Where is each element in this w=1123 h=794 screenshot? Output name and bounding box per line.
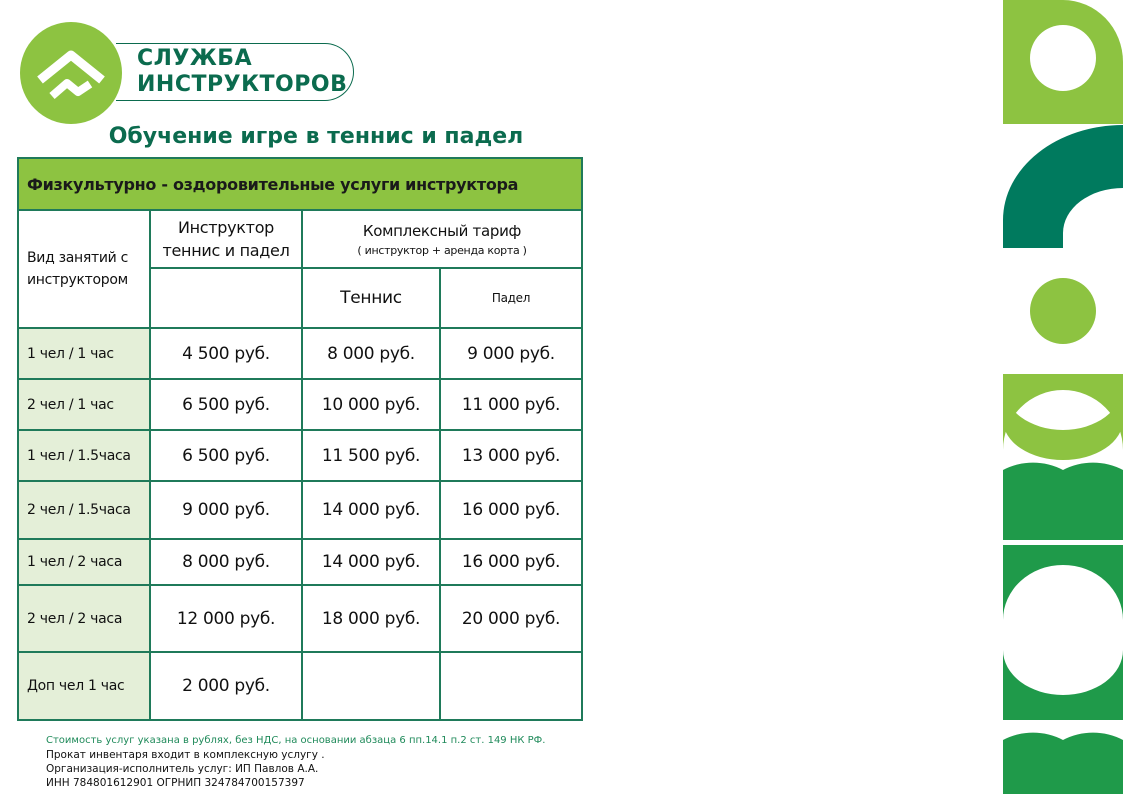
row-label: 1 чел / 1.5часа xyxy=(17,429,151,482)
row-label: 2 чел / 1 час xyxy=(17,378,151,431)
complex-header-title: Комплексный тариф xyxy=(362,221,522,240)
row-label: 1 чел / 1 час xyxy=(17,327,151,380)
price-tennis: 14 000 руб. xyxy=(301,480,441,540)
footer-tax-ids: ИНН 784801612901 ОГРНИП 324784700157397 xyxy=(46,777,305,789)
price-instructor: 12 000 руб. xyxy=(149,584,303,653)
deco-green-dot xyxy=(1030,278,1096,344)
logo-mark xyxy=(20,22,122,124)
deco-circle-hole xyxy=(1030,25,1096,91)
price-instructor: 6 500 руб. xyxy=(149,429,303,482)
price-table xyxy=(17,157,583,721)
price-padel: 16 000 руб. xyxy=(439,480,583,540)
price-tennis: 18 000 руб. xyxy=(301,584,441,653)
price-padel: 11 000 руб. xyxy=(439,378,583,431)
column-header-tennis: Теннис xyxy=(301,267,441,329)
row-label: 2 чел / 2 часа xyxy=(17,584,151,653)
price-tennis: 11 500 руб. xyxy=(301,429,441,482)
price-padel: 9 000 руб. xyxy=(439,327,583,380)
row-label: 2 чел / 1.5часа xyxy=(17,480,151,540)
price-padel: 20 000 руб. xyxy=(439,584,583,653)
price-instructor: 8 000 руб. xyxy=(149,538,303,586)
column-header-padel: Падел xyxy=(439,267,583,329)
brand-name xyxy=(137,46,347,98)
deco-teal-arc xyxy=(1003,125,1123,248)
price-padel: 13 000 руб. xyxy=(439,429,583,482)
column-header-complex xyxy=(301,209,583,269)
price-padel: 16 000 руб. xyxy=(439,538,583,586)
price-tennis: 14 000 руб. xyxy=(301,538,441,586)
price-instructor: 2 000 руб. xyxy=(149,651,303,721)
price-instructor: 9 000 руб. xyxy=(149,480,303,540)
column-header-instructor xyxy=(149,209,303,269)
column-header-instructor-blank xyxy=(149,267,303,329)
row-label: Доп чел 1 час xyxy=(17,651,151,721)
brand-line-2: ИНСТРУКТОРОВ xyxy=(137,72,348,97)
mountain-logo-icon xyxy=(20,22,122,124)
column-header-type: Вид занятий с инструктором xyxy=(17,209,151,329)
instructor-header-line-2: теннис и падел xyxy=(162,241,290,260)
table-group-header: Физкультурно - оздоровительные услуги инструктора xyxy=(17,157,583,211)
instructor-header-line-1: Инструктор xyxy=(177,218,275,237)
deco-arches xyxy=(1003,374,1123,794)
price-tennis: 10 000 руб. xyxy=(301,378,441,431)
footer-notes xyxy=(46,734,545,790)
price-padel xyxy=(439,651,583,721)
footer-organizer: Организация-исполнитель услуг: ИП Павлов А.А. xyxy=(46,763,319,775)
footer-vat-note: Стоимость услуг указана в рублях, без НДС, на основании абзаца 6 пп.14.1 п.2 ст. 149 НК РФ. xyxy=(46,735,546,746)
brand-line-1: СЛУЖБА xyxy=(137,46,253,71)
page-title: Обучение игре в теннис и падел xyxy=(108,124,524,149)
price-instructor: 6 500 руб. xyxy=(149,378,303,431)
row-label: 1 чел / 2 часа xyxy=(17,538,151,586)
price-tennis: 8 000 руб. xyxy=(301,327,441,380)
decorative-pattern xyxy=(1003,0,1123,794)
footer-equipment-note: Прокат инвентаря входит в комплексную услугу . xyxy=(46,749,325,761)
complex-header-subtitle: ( инструктор + аренда корта ) xyxy=(357,243,527,257)
price-instructor: 4 500 руб. xyxy=(149,327,303,380)
price-tennis xyxy=(301,651,441,721)
